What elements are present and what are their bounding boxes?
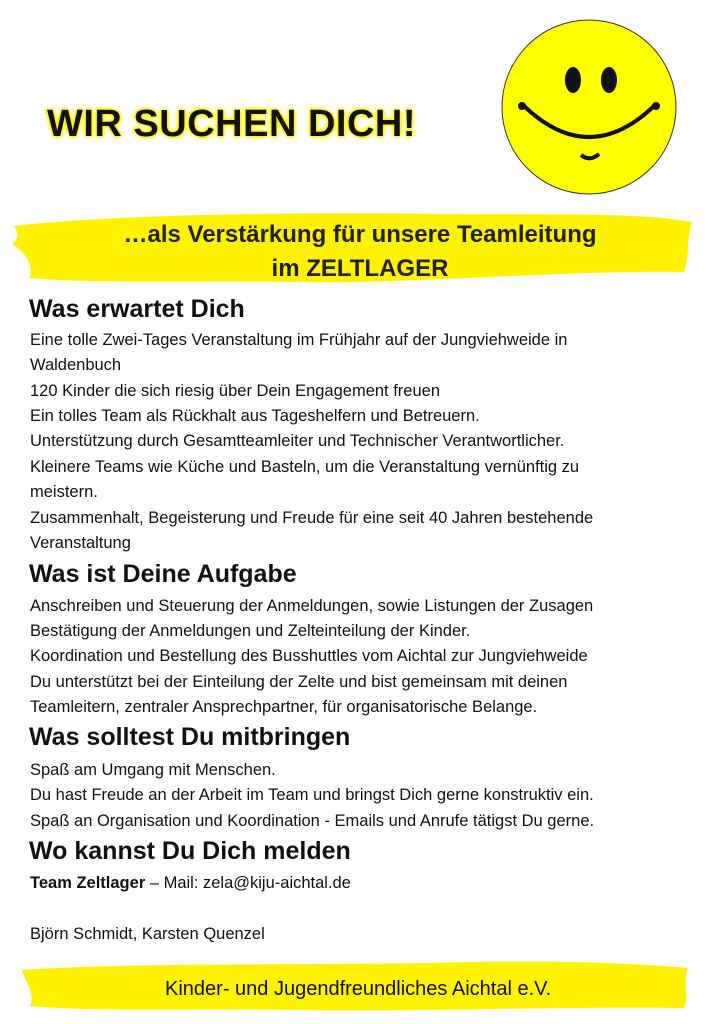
contact-mail[interactable]: – Mail: zela@kiju-aichtal.de (145, 874, 351, 892)
footer-org-name: Kinder- und Jugendfreundliches Aichtal e.V. (165, 978, 552, 1000)
contact-line (30, 874, 351, 893)
expect-line: Ein tolles Team als Rückhalt aus Tageshelfern und Betreuern. (30, 407, 480, 425)
headline: WIR SUCHEN DICH! (47, 103, 416, 145)
section-bring-title: Was solltest Du mitbringen (29, 723, 351, 751)
section-expect-title: Was erwartet Dich (29, 295, 245, 323)
expect-line: 120 Kinder die sich riesig über Dein Engagement freuen (30, 382, 441, 400)
subtitle (60, 218, 660, 286)
expect-line: Waldenbuch (30, 356, 122, 374)
task-line: Teamleitern, zentraler Ansprechpartner, für organisatorische Belange. (30, 698, 538, 716)
subtitle-line-1: …als Verstärkung für unsere Teamleitung (123, 221, 597, 248)
section-task-title: Was ist Deine Aufgabe (29, 560, 297, 588)
task-line: Bestätigung der Anmeldungen und Zelteinteilung der Kinder. (30, 622, 471, 640)
bring-line: Spaß am Umgang mit Menschen. (30, 761, 276, 779)
contact-names: Björn Schmidt, Karsten Quenzel (30, 925, 265, 943)
expect-line: Unterstützung durch Gesamtteamleiter und Technischer Verantwortlicher. (30, 432, 565, 450)
task-line: Anschreiben und Steuerung der Anmeldungen, sowie Listungen der Zusagen (30, 597, 594, 615)
expect-line: Veranstaltung (30, 534, 131, 552)
task-line: Koordination und Bestellung des Busshuttles vom Aichtal zur Jungviehweide (30, 647, 588, 665)
expect-line: meistern. (30, 483, 98, 501)
section-contact-title: Wo kannst Du Dich melden (29, 837, 351, 865)
expect-line: Zusammenhalt, Begeisterung und Freude für eine seit 40 Jahren bestehende (30, 509, 594, 527)
task-line: Du unterstützt bei der Einteilung der Zelte und bist gemeinsam mit deinen (30, 673, 568, 691)
bring-line: Du hast Freude an der Arbeit im Team und bringst Dich gerne konstruktiv ein. (30, 786, 594, 804)
expect-line: Eine tolle Zwei-Tages Veranstaltung im Frühjahr auf der Jungviehweide in (30, 331, 568, 349)
smiley-face-icon (500, 18, 678, 196)
subtitle-line-2: im ZELTLAGER (271, 255, 449, 282)
bring-line: Spaß an Organisation und Koordination - Emails und Anrufe tätigst Du gerne. (30, 812, 595, 830)
team-label: Team Zeltlager (30, 874, 146, 892)
expect-line: Kleinere Teams wie Küche und Basteln, um die Veranstaltung vernünftig zu (30, 458, 580, 476)
